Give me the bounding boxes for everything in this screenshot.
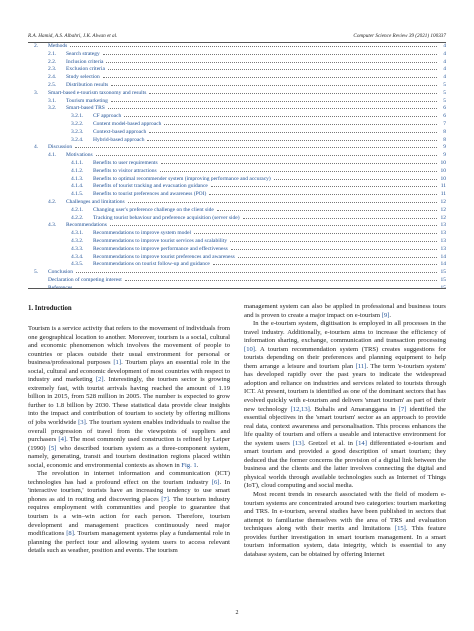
toc-entry-page[interactable]: 11 <box>440 183 446 190</box>
toc-entry-number: 5. <box>34 269 39 276</box>
toc-entry-title[interactable]: Methods <box>48 43 68 49</box>
citation-link[interactable]: [15] <box>394 525 406 533</box>
toc-entry[interactable] <box>28 113 446 121</box>
citation-link[interactable]: [13] <box>292 439 304 447</box>
toc-entry-title[interactable]: Challenges and limitations <box>66 198 125 205</box>
toc-entry-title[interactable]: Benefits to optimal recommender system (improving performance and accuracy) <box>93 175 271 182</box>
toc-entry-title[interactable]: Benefits of tourist tracking and evacuation guidance <box>93 183 208 190</box>
toc-entry-page[interactable]: 5 <box>443 97 446 104</box>
toc-entry-number: 4.2. <box>48 198 57 205</box>
header-journal: Computer Science Review 39 (2021) 100337 <box>353 33 446 39</box>
toc-entry-page[interactable]: 10 <box>440 159 446 166</box>
toc-entry[interactable] <box>28 152 446 160</box>
toc-dot-leader <box>274 178 437 180</box>
body-text: who described tourism system as a three-component system, namely, generating, transit and tourism destination regions placed within social, economic and environmental contexts as shown in <box>28 444 231 469</box>
toc-entry-page[interactable]: 15 <box>440 276 446 283</box>
toc-entry-number: 2. <box>34 43 39 49</box>
toc-entry-number: 4.1.1. <box>71 159 84 166</box>
toc-entry-title[interactable]: Conclusion <box>48 269 74 276</box>
toc-entry-page[interactable]: 8 <box>443 128 446 135</box>
toc-dot-leader <box>76 271 437 273</box>
toc-entry-page[interactable]: 6 <box>443 105 446 112</box>
body-text: . The most commonly used construction is refined by Leiper (1990) <box>28 436 230 452</box>
body-text: In the e-tourism system, digitisation is employed in all processes in the travel industry. Additionally, e-tourism aims to increase the efficiency of information sharing, exchange, communication and transaction processing <box>244 320 446 345</box>
citation-link[interactable]: [4] <box>58 436 67 444</box>
toc-entry-number: 3.2.3. <box>71 128 84 135</box>
toc-entry[interactable] <box>28 277 446 285</box>
toc-entry[interactable] <box>28 66 446 74</box>
body-text: . Interestingly, the tourism sector is growing extremely fast, with tourist arrivals having reached the amount of 1.19 billion in 2015, from 528 million in 2005. The number is expected to grow further to 1.8 billion by 2030. These statistical data provide clear insights into the impact and contribution of tourism to society by offering millions of jobs worldwide <box>28 376 230 427</box>
toc-entry[interactable] <box>28 215 446 223</box>
toc-dot-leader <box>108 68 437 70</box>
body-text: . Buhalis and Amaranggana in <box>309 405 399 413</box>
toc-entry-page[interactable]: 9 <box>443 144 446 151</box>
citation-link[interactable]: [14] <box>355 439 367 447</box>
body-text: Tourism is a service activity that refers to the movement of individuals from one geographical location to another. Moreover, tourism is a social, cultural and economic phenomenon which involves the movement of people to countries or places outside their usual environment for personal or business/professional purposes <box>28 325 230 367</box>
toc-entry[interactable] <box>28 160 446 168</box>
toc-entry-number: 2.3. <box>48 66 57 73</box>
citation-link[interactable]: [6] <box>211 478 220 486</box>
toc-dot-leader <box>217 209 437 211</box>
toc-entry-title[interactable]: Discussion <box>48 144 73 151</box>
toc-entry[interactable] <box>28 246 446 254</box>
toc-entry[interactable] <box>28 137 446 145</box>
body-left-column <box>28 305 230 556</box>
citation-link[interactable]: [2] <box>95 376 104 384</box>
toc-entry-page[interactable]: 15 <box>440 284 446 291</box>
body-text: Most recent trends in research associated with the field of modern e-tourism systems are concentrated around two categories: tourism marketing and TRS. In e-tourism, several studies have been published in sectors that attempt to familiarise themselves with the area of TRS and evaluation techniques along with their merits and limitations <box>244 491 446 533</box>
toc-entry[interactable] <box>28 269 446 277</box>
toc-entry-title[interactable]: Smart-based e-tourism taxonomy and results <box>48 89 147 96</box>
toc-dot-leader <box>149 131 437 133</box>
citation-link[interactable]: [7] <box>161 495 169 503</box>
toc-entry-page[interactable]: 11 <box>440 191 446 198</box>
toc-entry[interactable] <box>28 105 446 113</box>
body-text: . Tourism plays an essential role in the social, cultural and economic development of most countries with respect to industry and marketing <box>28 359 231 384</box>
toc-dot-leader <box>111 100 437 102</box>
right-column-paragraphs <box>244 303 446 559</box>
toc-dot-leader <box>230 240 437 242</box>
toc-entry-number: 4.3.5. <box>71 261 84 268</box>
toc-entry-number: 4.1.3. <box>71 175 84 182</box>
header-authors: R.A. Hamid, A.S. Albahri, J.K. Alwan et al. <box>28 33 118 39</box>
left-column-paragraph <box>28 325 230 470</box>
body-text: The revolution in internet information and communication (ICT) technologies has had a profound effect on the tourism industry <box>28 470 230 486</box>
toc-entry-title[interactable]: Declaration of competing interest <box>48 276 122 283</box>
toc-entry[interactable] <box>28 238 446 246</box>
toc-entry-number: 2.2. <box>48 58 57 65</box>
toc-entry[interactable] <box>28 230 446 238</box>
citation-link[interactable]: [12,13] <box>290 405 310 413</box>
toc-dot-leader <box>209 193 437 195</box>
toc-entry-page[interactable]: 12 <box>440 198 446 205</box>
toc-entry[interactable] <box>28 129 446 137</box>
toc-entry-number: 2.5. <box>48 81 57 88</box>
toc-dot-leader <box>149 92 437 94</box>
toc-entry-title[interactable]: Recommendations to improve tourist preferences and awareness <box>93 253 235 260</box>
toc-entry-number: 4.3.2. <box>71 237 84 244</box>
toc-dot-leader <box>231 248 437 250</box>
toc-entry-page[interactable]: 10 <box>440 167 446 174</box>
toc-entry-page[interactable]: 5 <box>443 81 446 88</box>
toc-entry-number: 2.4. <box>48 74 57 81</box>
left-column-paragraph <box>28 470 230 555</box>
toc-entry-number: 3.2. <box>48 105 57 112</box>
citation-link[interactable]: [7] <box>398 405 407 413</box>
body-text: . The tourism system enables individuals to realise the overall progression of travel from the viewpoints of suppliers and purchasers <box>28 419 230 444</box>
toc-entry-title[interactable]: Inclusion criteria <box>66 58 104 65</box>
toc-entry-page[interactable]: 9 <box>443 152 446 159</box>
toc-entry-page[interactable]: 4 <box>443 50 446 57</box>
toc-entry-number: 2.1. <box>48 50 57 57</box>
toc-dot-leader <box>108 107 437 109</box>
toc-entry[interactable] <box>28 98 446 106</box>
body-text: . This feature provides further investigation in smart tourism management. In a smart tourism information system, data integrity, which is essential to any database system, can be obtained by offering Internet <box>244 525 446 558</box>
toc-entry[interactable] <box>28 59 446 67</box>
toc-entry-page[interactable]: 6 <box>443 113 446 120</box>
toc-entry-page[interactable]: 14 <box>440 253 446 260</box>
toc-dot-leader <box>194 232 437 234</box>
toc-dot-leader <box>124 115 437 117</box>
toc-entry-page[interactable]: 13 <box>440 222 446 229</box>
toc-entry-title[interactable]: Smart-based TRS <box>66 105 105 112</box>
toc-entry[interactable] <box>28 176 446 184</box>
toc-entry-number: 4.3. <box>48 222 57 229</box>
toc-entry-page[interactable]: 7 <box>443 120 446 127</box>
body-text: differentiated e-tourism and smart tourism and provided a good description of smart tourism; they deduced that the former concerns the provision of a digital link between the business and the clients and the latter involves connecting the digital and physical worlds through available technologies such as Internet of Things (IoT), cloud computing and social media. <box>244 439 446 490</box>
toc-entry-title[interactable]: Recommendations on tourist follow-up and guidance <box>93 261 210 268</box>
toc-entry-title[interactable]: Recommendations <box>66 222 107 229</box>
toc-entry-page[interactable]: 8 <box>443 136 446 143</box>
toc-dot-leader <box>213 263 437 265</box>
toc-entry[interactable] <box>28 51 446 59</box>
toc-entry-page[interactable]: 13 <box>440 230 446 237</box>
toc-entry[interactable] <box>28 207 446 215</box>
toc-entry[interactable] <box>28 82 446 90</box>
body-text: . The term 'e-tourism system' has developed rapidly over the past years to indicate the widespread adoption and reliance on industries and services related to tourists through ICT. At present, tourism is identified as one of the dominant sectors that has evolved quickly with e-tourism and delivers 'smart tourism' as part of their new technology <box>244 362 446 413</box>
toc-entry[interactable] <box>28 90 446 98</box>
toc-entry[interactable] <box>28 121 446 129</box>
toc-entry-title[interactable]: Motivations <box>66 152 93 159</box>
toc-dot-leader <box>70 45 437 47</box>
toc-entry-number: 4.1. <box>48 152 57 159</box>
toc-entry-title[interactable]: Tourism marketing <box>66 97 108 104</box>
page-number: 2 <box>235 610 239 616</box>
toc-dot-leader <box>96 154 437 156</box>
toc-entry[interactable] <box>28 199 446 207</box>
body-text: . In 'interactive tourism,' tourists have an increasing tendency to use smart phones as aid in routing and discovering places <box>28 478 230 503</box>
right-column-paragraph <box>244 320 446 491</box>
toc-entry-title[interactable]: Benefits to visitor attractions <box>93 167 157 174</box>
toc-entry-title[interactable]: Recommendations to improve tourist services and scalability <box>93 237 228 244</box>
toc-dot-leader <box>103 76 437 78</box>
toc-entry-number: 4.1.2. <box>71 167 84 174</box>
toc-entry-number: 4.3.4. <box>71 253 84 260</box>
toc-entry-number: 3.2.1. <box>71 113 84 120</box>
toc-dot-leader <box>211 185 437 187</box>
toc-dot-leader <box>125 279 437 281</box>
toc-entry-page[interactable]: 13 <box>440 237 446 244</box>
toc-entry-page[interactable]: 12 <box>440 206 446 213</box>
toc-dot-leader <box>161 162 437 164</box>
toc-entry[interactable] <box>28 144 446 152</box>
right-column-paragraph <box>244 491 446 559</box>
toc-entry-number: 3. <box>34 89 39 96</box>
toc-entry[interactable] <box>28 43 446 51</box>
table-of-contents <box>28 43 446 293</box>
toc-entry-title[interactable]: Tracking tourist behaviour and preference acquisition (server side) <box>93 214 240 221</box>
toc-divider <box>28 288 446 289</box>
toc-dot-leader <box>164 123 437 125</box>
toc-entry-number: 4.1.5. <box>71 191 84 198</box>
toc-entry[interactable] <box>28 183 446 191</box>
toc-entry-page[interactable]: 12 <box>440 214 446 221</box>
toc-entry-page[interactable]: 4 <box>443 58 446 65</box>
toc-entry-title[interactable]: Benefits to user requirements <box>93 159 158 166</box>
toc-entry-title[interactable]: Hybrid-based approach <box>93 136 145 143</box>
body-text: identified the essential objectives in the 'smart tourism' sector as an approach to provide real data, context awareness and personalisation. This process enhances the life quality of tourism and offers a useable and interactive environment for the system users <box>244 405 446 447</box>
right-column-paragraph <box>244 303 446 320</box>
citation-link[interactable]: [10] <box>244 345 255 353</box>
toc-entry-page[interactable]: 4 <box>443 74 446 81</box>
citation-link[interactable]: [5] <box>48 444 57 452</box>
toc-entry[interactable] <box>28 168 446 176</box>
toc-entry[interactable] <box>28 74 446 82</box>
toc-dot-leader <box>103 53 437 55</box>
toc-entry[interactable] <box>28 222 446 230</box>
toc-entry-page[interactable]: 15 <box>440 269 446 276</box>
toc-entry-title[interactable]: Exclusion criteria <box>66 66 105 73</box>
toc-dot-leader <box>160 170 437 172</box>
toc-entry-page[interactable]: 4 <box>443 43 446 49</box>
toc-entry-number: 4.1.4. <box>71 183 84 190</box>
citation-link[interactable]: [1] <box>113 359 122 367</box>
toc-dot-leader <box>128 201 437 203</box>
body-text: . A tourism recommendation system (TRS) creates suggestions for tourists depending on their preferences and planning equipment to help them arrange a leisure and tourism plan <box>244 345 446 370</box>
citation-link[interactable]: [9] <box>381 311 390 319</box>
toc-entry-title[interactable]: Recommendations to improve performance and effectiveness <box>93 245 228 252</box>
body-text: . Tourism management systems play a fundamental role in planning the perfect tour and allowing system users to access relevant details such as weather, position and events. The tourism <box>28 530 230 555</box>
toc-entry-title[interactable]: Search strategy <box>66 50 100 57</box>
citation-link[interactable]: [11] <box>355 362 367 370</box>
toc-dot-leader <box>243 217 437 219</box>
toc-entry-title[interactable]: References <box>48 284 73 291</box>
toc-entry-title[interactable]: Distribution results <box>66 81 109 88</box>
citation-link[interactable]: [3] <box>78 419 86 427</box>
toc-entry-number: 3.2.2. <box>71 120 84 127</box>
toc-entry[interactable] <box>28 191 446 199</box>
citation-link[interactable]: [8] <box>66 530 74 538</box>
toc-entry-title[interactable]: Study selection <box>66 74 100 81</box>
toc-entry[interactable] <box>28 254 446 262</box>
section-heading-introduction: 1. Introduction <box>28 305 72 312</box>
toc-entry-number: 4.2.2. <box>71 214 84 221</box>
body-text: . <box>196 461 199 469</box>
toc-entry-title[interactable]: Benefits to tourist preferences and awareness (POI) <box>93 191 207 198</box>
toc-entry-page[interactable]: 13 <box>440 245 446 252</box>
body-text: . Gretzel et al. in <box>303 439 356 447</box>
body-right-column <box>244 303 446 559</box>
toc-entry-number: 4.2.1. <box>71 206 84 213</box>
toc-entry-title[interactable]: Context-based approach <box>93 128 147 135</box>
toc-entry-page[interactable]: 10 <box>440 175 446 182</box>
body-text: management system can also be applied in professional and business tours and is proven to create a major impact on e-tourism <box>244 303 446 319</box>
toc-dot-leader <box>238 256 437 258</box>
toc-entry-title[interactable]: CF approach <box>93 113 122 120</box>
toc-dot-leader <box>106 61 437 63</box>
toc-entry-title[interactable]: Recommendations to improve system model <box>93 230 192 237</box>
toc-dot-leader <box>147 139 437 141</box>
toc-entry-number: 4. <box>34 144 39 151</box>
body-text: . The tourism industry requires employment with communities and people to guarantee that tourism is a win–win action for each person. Therefore, tourism development and management practices continuously need major modifications <box>28 495 230 538</box>
toc-entry-page[interactable]: 4 <box>443 66 446 73</box>
toc-entry-title[interactable]: Content model-based approach <box>93 120 162 127</box>
toc-dot-leader <box>110 224 437 226</box>
citation-link[interactable]: Fig. 1 <box>181 461 197 469</box>
toc-entry-number: 4.3.3. <box>71 245 84 252</box>
toc-entry-number: 4.3.1. <box>71 230 84 237</box>
toc-entry-page[interactable]: 5 <box>443 89 446 96</box>
toc-entry[interactable] <box>28 261 446 269</box>
toc-entry-number: 3.2.4. <box>71 136 84 143</box>
toc-entry-number: 3.1. <box>48 97 57 104</box>
toc-entry-title[interactable]: Changing user's preference challenge on the client side <box>93 206 214 213</box>
toc-dot-leader <box>111 84 437 86</box>
body-text: . <box>389 311 392 319</box>
left-column-paragraphs <box>28 325 230 556</box>
toc-entry-page[interactable]: 14 <box>440 261 446 268</box>
toc-dot-leader <box>75 146 437 148</box>
